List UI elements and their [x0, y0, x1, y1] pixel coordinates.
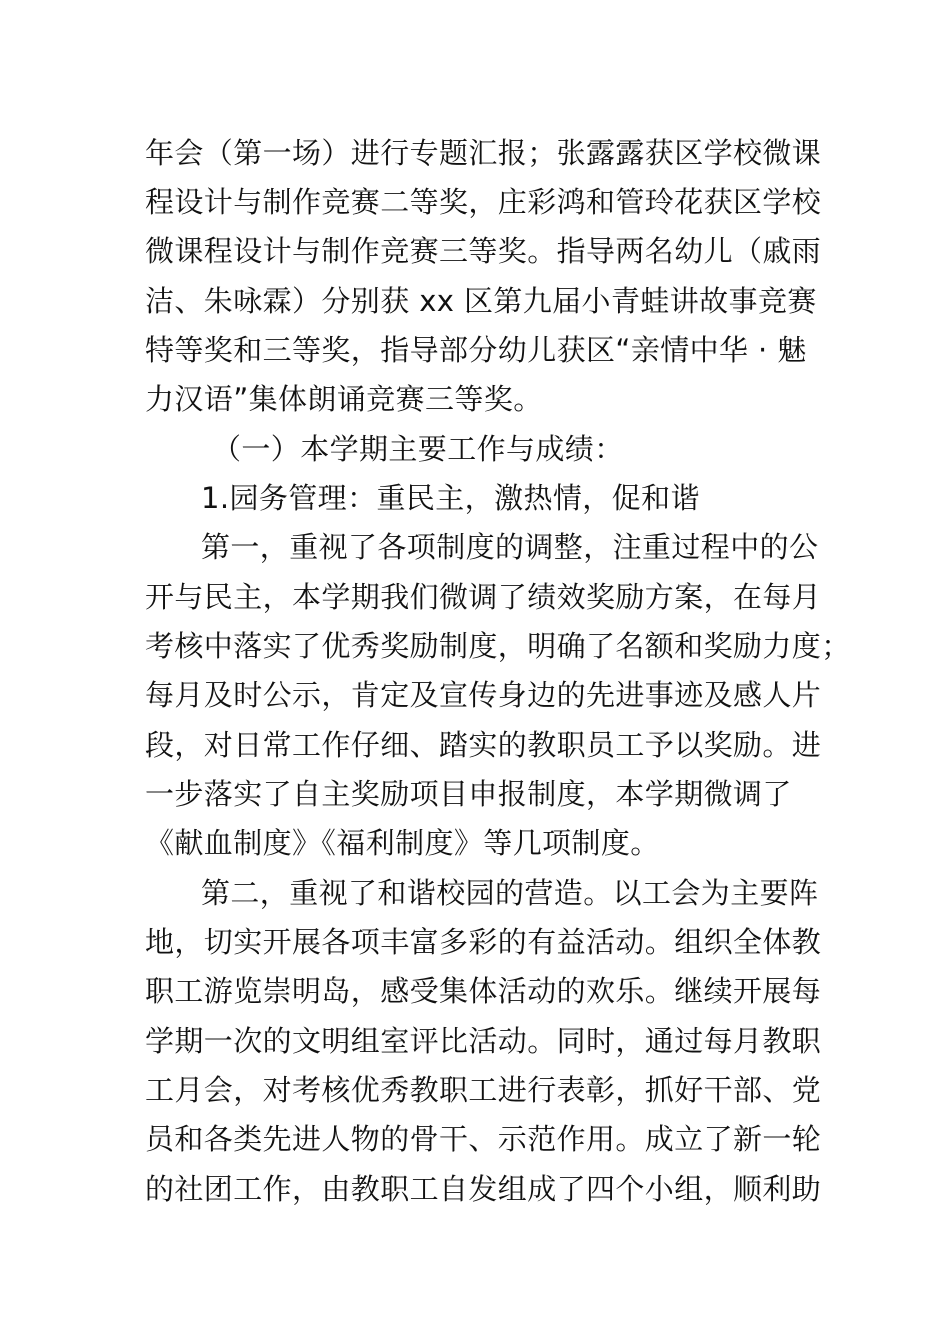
text-line: 每月及时公示，肯定及宣传身边的先进事迹及感人片	[145, 678, 822, 712]
text-line: 洁、朱咏霖）分别获 xx 区第九届小青蛙讲故事竞赛	[145, 284, 817, 318]
text-line: 的社团工作，由教职工自发组成了四个小组，顺利助	[145, 1172, 822, 1206]
text-line: 段，对日常工作仔细、踏实的教职员工予以奖励。进	[145, 728, 822, 762]
text-line: 开与民主，本学期我们微调了绩效奖励方案，在每月	[145, 580, 822, 614]
text-line: 特等奖和三等奖，指导部分幼儿获区“亲情中华 · 魅	[145, 333, 807, 367]
text-line: 年会（第一场）进行专题汇报；张露露获区学校微课	[145, 136, 822, 170]
text-line: 程设计与制作竞赛二等奖，庄彩鸿和管玲花获区学校	[145, 185, 822, 219]
text-line: 工月会，对考核优秀教职工进行表彰，抓好干部、党	[145, 1073, 822, 1107]
subsection-heading: 1.园务管理：重民主，激热情，促和谐	[201, 481, 700, 515]
paragraph-first-line: 第一，重视了各项制度的调整，注重过程中的公	[201, 530, 819, 564]
text-line: 考核中落实了优秀奖励制度，明确了名额和奖励力度；	[145, 629, 851, 663]
text-line: 一步落实了自主奖励项目申报制度，本学期微调了	[145, 777, 792, 811]
text-line: 地，切实开展各项丰富多彩的有益活动。组织全体教	[145, 925, 822, 959]
section-heading: （一）本学期主要工作与成绩：	[212, 432, 624, 466]
paragraph-first-line: 第二，重视了和谐校园的营造。以工会为主要阵	[201, 876, 819, 910]
text-line: 《献血制度》《福利制度》等几项制度。	[145, 826, 660, 860]
text-line: 微课程设计与制作竞赛三等奖。指导两名幼儿（戚雨	[145, 234, 822, 268]
text-line: 力汉语”集体朗诵竞赛三等奖。	[145, 382, 543, 416]
text-line: 职工游览崇明岛，感受集体活动的欢乐。继续开展每	[145, 974, 822, 1008]
text-line: 学期一次的文明组室评比活动。同时，通过每月教职	[145, 1024, 822, 1058]
text-line: 员和各类先进人物的骨干、示范作用。成立了新一轮	[145, 1122, 822, 1156]
